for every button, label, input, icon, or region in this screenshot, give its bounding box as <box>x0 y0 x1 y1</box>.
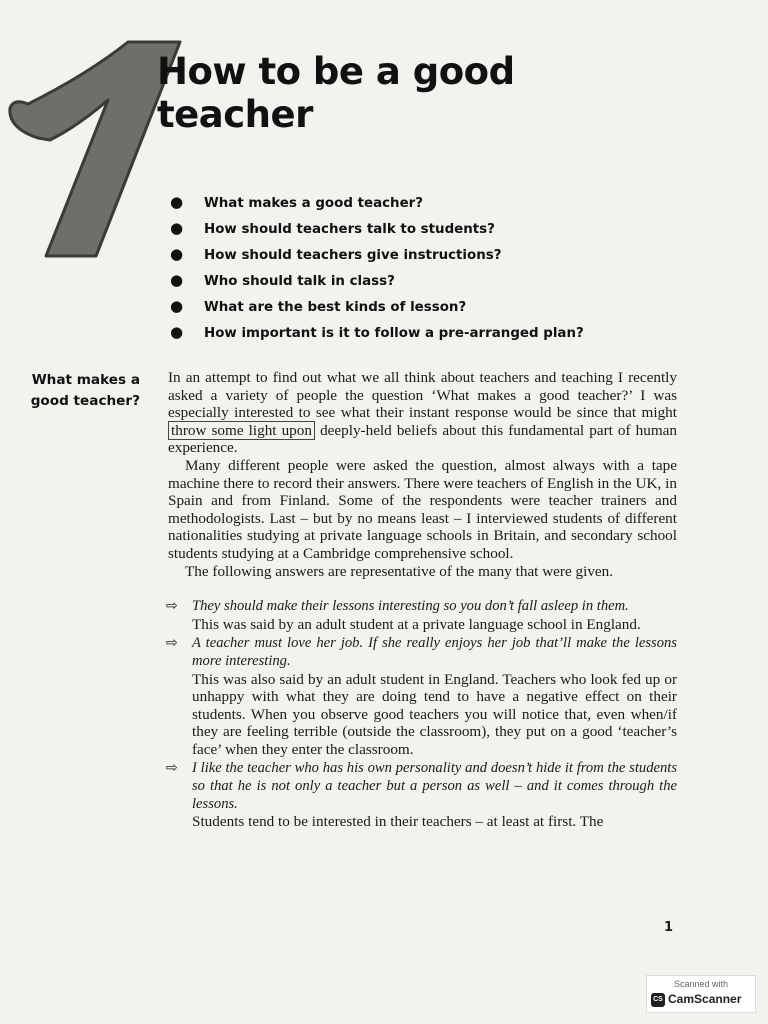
question-item <box>170 218 584 244</box>
quotes-list <box>168 598 677 831</box>
quote-comment: This was said by an adult student at a private language school in England. <box>192 615 641 633</box>
paragraph-3: The following answers are representative of the many that were given. <box>185 562 614 580</box>
question-text: How important is it to follow a pre-arranged plan? <box>204 326 584 341</box>
chapter-title-line-1: How to be a good <box>157 50 515 93</box>
bullet-icon: ● <box>170 193 184 211</box>
section-body <box>168 369 677 833</box>
quote-text: They should make their lessons interesting so you don’t fall asleep in them. <box>192 598 629 615</box>
bullet-icon: ● <box>170 323 184 341</box>
quote-text: A teacher must love her job. If she really enjoys her job that’ll make the lessons more interesting. <box>192 635 677 669</box>
question-item <box>170 296 584 322</box>
quote-item <box>168 635 677 758</box>
page-number: 1 <box>664 920 674 935</box>
paragraph-1-after: deeply-held beliefs about this fundamental part of human experience. <box>168 421 678 457</box>
chapter-title-line-2: teacher <box>157 93 313 136</box>
quote-comment: Students tend to be interested in their teachers – at least at first. The <box>192 813 604 831</box>
paragraph-2: Many different people were asked the question, almost always with a tape machine there to record their answers. There were teachers of English in the UK, in Spain and from Finland. Some of the respondents were teacher trainers and methodologists. Last – but by no means least – I interviewed students of different nationalities studying at private language schools in Britain, and secondary school students studying at a Cambridge comprehensive school. <box>168 456 677 562</box>
quote-comment: This was also said by an adult student in England. Teachers who look fed up or unhappy with what they are doing tend to have a negative effect on their students. When you observe good teachers you will notice that, even when/if they are feeling terrible (outside the classroom), they put on a good ‘teacher’s face’ when they enter the classroom. <box>192 670 677 758</box>
question-text: How should teachers give instructions? <box>204 248 502 263</box>
boxed-phrase: throw some light upon <box>168 421 315 440</box>
chapter-number: 1 <box>208 48 209 49</box>
question-text: Who should talk in class? <box>204 274 395 289</box>
quote-item <box>168 598 677 633</box>
quote-text: I like the teacher who has his own personality and doesn’t hide it from the students so that he is not only a teacher but a person as well – and it comes through the lessons. <box>192 760 677 812</box>
bullet-icon: ● <box>170 219 184 237</box>
paragraph-1 <box>168 369 677 457</box>
arrow-right-icon: ⇨ <box>166 598 178 615</box>
bullet-icon: ● <box>170 245 184 263</box>
camscanner-logo-icon: CS <box>651 993 665 1007</box>
question-text: How should teachers talk to students? <box>204 222 495 237</box>
question-text: What makes a good teacher? <box>204 196 424 211</box>
question-item <box>170 322 584 348</box>
arrow-right-icon: ⇨ <box>166 635 178 652</box>
chapter-numeral-1 <box>10 42 180 256</box>
bullet-icon: ● <box>170 271 184 289</box>
chapter-questions-list <box>170 192 584 348</box>
bullet-icon: ● <box>170 297 184 315</box>
chapter-title <box>157 50 515 136</box>
watermark-caption: Scanned with <box>673 979 729 989</box>
quote-item <box>168 760 677 830</box>
question-item <box>170 244 584 270</box>
question-item <box>170 192 584 218</box>
question-item <box>170 270 584 296</box>
camscanner-watermark <box>646 975 756 1013</box>
arrow-right-icon: ⇨ <box>166 760 178 777</box>
watermark-brand: CamScanner <box>668 992 742 1006</box>
question-text: What are the best kinds of lesson? <box>204 300 467 315</box>
paragraph-1-before: In an attempt to find out what we all think about teachers and teaching I recently asked a variety of people the question ‘What makes a good teacher?’ I was especially interested to see what their instant response would be since that might <box>168 369 677 422</box>
section-heading: What makes a good teacher? <box>30 372 140 409</box>
